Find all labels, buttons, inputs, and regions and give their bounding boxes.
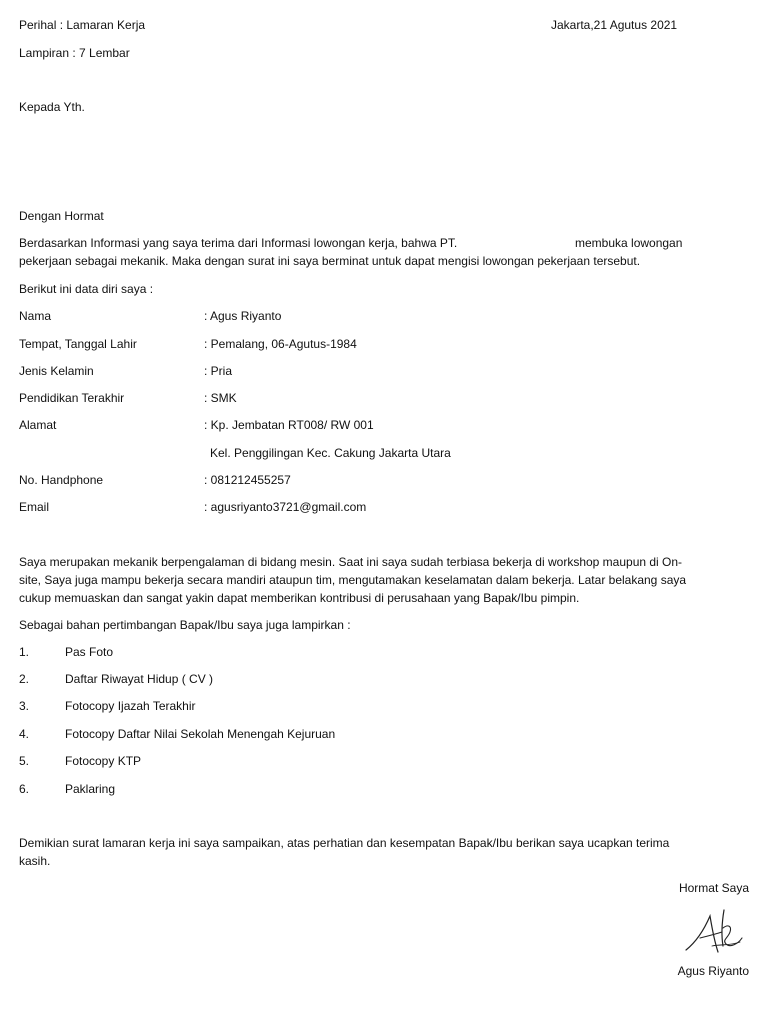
recipient-line: Kepada Yth. [19, 100, 85, 114]
field-value-education: : SMK [204, 391, 237, 405]
attachments-intro: Sebagai bahan pertimbangan Bapak/Ibu saya juga lampirkan : [19, 618, 351, 632]
list-item: Fotocopy Ijazah Terakhir [65, 699, 196, 713]
closing-line-2: kasih. [19, 854, 51, 868]
field-label-address: Alamat [19, 418, 57, 432]
field-value-email: : agusriyanto3721@gmail.com [204, 500, 367, 514]
experience-line-3: cukup memuaskan dan sangat yakin dapat memberikan kontribusi di perusahaan yang Bapak/Ibu pimpin. [19, 591, 580, 605]
letter-date: Jakarta,21 Agutus 2021 [551, 18, 678, 32]
list-item-number: 3. [19, 699, 30, 713]
field-value-name: : Agus Riyanto [204, 309, 282, 323]
field-label-email: Email [19, 500, 50, 514]
field-label-education: Pendidikan Terakhir [19, 391, 125, 405]
field-value-birth: : Pemalang, 06-Agutus-1984 [204, 337, 357, 351]
list-item: Pas Foto [65, 645, 114, 659]
data-intro: Berikut ini data diri saya : [19, 282, 154, 296]
greeting: Dengan Hormat [19, 209, 104, 223]
signature-icon [682, 906, 746, 958]
list-item-number: 2. [19, 672, 30, 686]
subject-line: Perihal : Lamaran Kerja [19, 18, 146, 32]
experience-line-1: Saya merupakan mekanik berpengalaman di bidang mesin. Saat ini saya sudah terbiasa bekerja di workshop maupun di On- [19, 555, 683, 569]
field-value-address: : Kp. Jembatan RT008/ RW 001 [204, 418, 374, 432]
sign-off: Hormat Saya [678, 881, 749, 895]
list-item: Daftar Riwayat Hidup ( CV ) [65, 672, 214, 686]
list-item: Paklaring [65, 782, 116, 796]
list-item: Fotocopy KTP [65, 754, 142, 768]
field-value-phone: : 081212455257 [204, 473, 291, 487]
list-item-number: 5. [19, 754, 30, 768]
intro-line-1a: Berdasarkan Informasi yang saya terima dari Informasi lowongan kerja, bahwa PT. [19, 236, 458, 250]
list-item-number: 4. [19, 727, 30, 741]
signer-name: Agus Riyanto [677, 964, 749, 978]
intro-line-1b: membuka lowongan [575, 236, 683, 250]
field-label-birth: Tempat, Tanggal Lahir [19, 337, 137, 351]
field-value-gender: : Pria [204, 364, 233, 378]
experience-line-2: site, Saya juga mampu bekerja secara mandiri ataupun tim, mengutamakan keselamatan dalam bekerja. Latar belakang saya [19, 573, 687, 587]
attachment-count: Lampiran : 7 Lembar [19, 46, 130, 60]
list-item-number: 1. [19, 645, 30, 659]
field-label-phone: No. Handphone [19, 473, 104, 487]
list-item-number: 6. [19, 782, 30, 796]
field-value-address-2: Kel. Penggilingan Kec. Cakung Jakarta Utara [210, 446, 451, 460]
list-item: Fotocopy Daftar Nilai Sekolah Menengah Kejuruan [65, 727, 336, 741]
field-label-gender: Jenis Kelamin [19, 364, 94, 378]
intro-line-2: pekerjaan sebagai mekanik. Maka dengan surat ini saya berminat untuk dapat mengisi lowongan pekerjaan tersebut. [19, 254, 641, 268]
field-label-name: Nama [19, 309, 52, 323]
closing-line-1: Demikian surat lamaran kerja ini saya sampaikan, atas perhatian dan kesempatan Bapak/Ibu berikan saya ucapkan terima [19, 836, 670, 850]
